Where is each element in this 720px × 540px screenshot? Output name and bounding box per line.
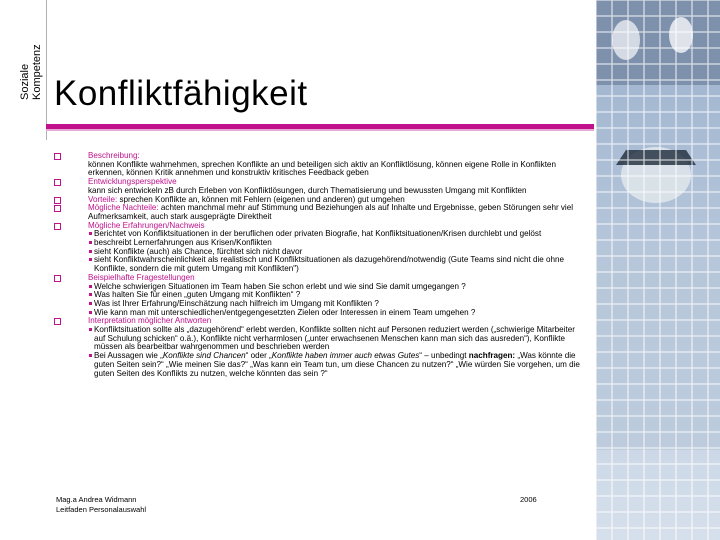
bullet-icon <box>54 275 61 282</box>
bullet-icon <box>54 205 61 212</box>
section-label: Entwicklungsperspektive <box>88 177 177 187</box>
section-text: kann sich entwickeln zB durch Erleben von Konfliktlösungen, durch Thematisierung und bewussten Umgang mit Konflikten <box>88 185 527 195</box>
section-label: Vorteile: <box>88 194 118 204</box>
footer <box>56 495 146 515</box>
sub-item: Wie kann man mit unterschiedlichen/entgegengesetzten Zielen oder Interessen in einem Team umgehen ? <box>52 309 587 318</box>
section-label: Interpretation möglicher Antworten <box>88 316 212 326</box>
sub-item: sieht Konfliktwahrscheinlichkeit als realistisch und Konfliktsituationen als dazugehörend/notwendig (Gute Teams sind nicht die ohne Konflikte, sondern die mit gutem Umgang mit Konflikten") <box>52 256 587 273</box>
section-label: Beispielhafte Fragestellungen <box>88 272 195 282</box>
section-label: Mögliche Nachteile: <box>88 203 159 213</box>
dot-icon <box>89 293 92 296</box>
section-text: sprechen Konflikte an, können mit Fehlern (eigenen und anderen) gut umgehen <box>119 194 405 204</box>
side-label-line2: Kompetenz <box>31 44 43 100</box>
section-text: können Konflikte wahrnehmen, sprechen Konflikte an und beteiligen sich aktiv an Konfliktlösung, können eigene Rolle in Konflikten erkennen, können Kritik annehmen und konstruktiv kritisches Feedback geben <box>88 159 556 178</box>
bullet-icon <box>54 197 61 204</box>
title-accent-shadow <box>46 129 594 131</box>
footer-document: Leitfaden Personalauswahl <box>56 505 147 514</box>
list-item <box>52 204 587 221</box>
dot-icon <box>89 328 92 331</box>
decorative-photo-strip <box>596 0 720 540</box>
sub-item: Berichtet von Konfliktsituationen in der beruflichen oder privaten Biografie, hat Konfliktsituationen/Krisen durchlebt und gelöst <box>52 230 587 239</box>
bullet-icon <box>54 179 61 186</box>
sub-item: Welche schwierigen Situationen im Team haben Sie schon erlebt und wie sind Sie damit umgegangen ? <box>52 283 587 292</box>
dot-icon <box>89 250 92 253</box>
sub-item: sieht Konflikte (auch) als Chance, fürchtet sich nicht davor <box>52 248 587 257</box>
section-label: Beschreibung: <box>88 151 140 160</box>
dot-icon <box>89 258 92 261</box>
dot-icon <box>89 232 92 235</box>
bullet-icon <box>54 153 61 160</box>
sub-item: Was ist Ihrer Erfahrung/Einschätzung nach hilfreich im Umgang mit Konflikten ? <box>52 300 587 309</box>
footer-year: 2006 <box>520 495 537 504</box>
sub-item: beschreibt Lernerfahrungen aus Krisen/Konflikten <box>52 239 587 248</box>
section-label: Mögliche Erfahrungen/Nachweis <box>88 220 205 230</box>
sub-item: Konfliktsituation sollte als „dazugehörend“ erlebt werden, Konflikte sollten nicht auf Personen reduziert werden („schwierige Mitarbeiter auf Schulung schicken“ o.ä.), Konflikte nicht verharmlosen („unter erwachsenen Menschen kann man sich das ausreden“), Konflikte müssen als bearbeitbar wahrgenommen und beschrieben werden <box>52 326 587 352</box>
header-divider <box>46 0 47 140</box>
dot-icon <box>89 354 92 357</box>
dot-icon <box>89 241 92 244</box>
page-title: Konfliktfähigkeit <box>54 74 308 113</box>
sub-item: Was halten Sie für einen „guten Umgang mit Konflikten“ ? <box>52 291 587 300</box>
footer-author: Mag.a Andrea Widmann <box>56 495 137 504</box>
dot-icon <box>89 285 92 288</box>
dot-icon <box>89 302 92 305</box>
list-item <box>52 178 587 195</box>
side-label <box>2 6 44 106</box>
list-item <box>52 152 587 178</box>
bullet-icon <box>54 223 61 230</box>
dot-icon <box>89 311 92 314</box>
content-list <box>52 152 587 378</box>
bullet-icon <box>54 318 61 325</box>
side-label-line1: Soziale <box>19 63 31 100</box>
section-text: achten manchmal mehr auf Stimmung und Beziehungen als auf Inhalte und Ergebnisse, geben Störungen sehr viel Aufmerksamkeit, auch stark ausgeprägte Direktheit <box>88 203 574 221</box>
sub-item: Bei Aussagen wie „Konflikte sind Chancen“ oder „Konflikte haben immer auch etwas Gutes“ – unbedingt nachfragen: „Was könnte die guten Seiten sein?“ „Wie meinen Sie das?“ „Was kann ein Team tun, um diese Chancen zu nutzen?“ „Wie würden Sie vorgehen, um die guten Seiten des Konflikts zu nutzen, welche könnten das sein ?“ <box>52 352 587 378</box>
